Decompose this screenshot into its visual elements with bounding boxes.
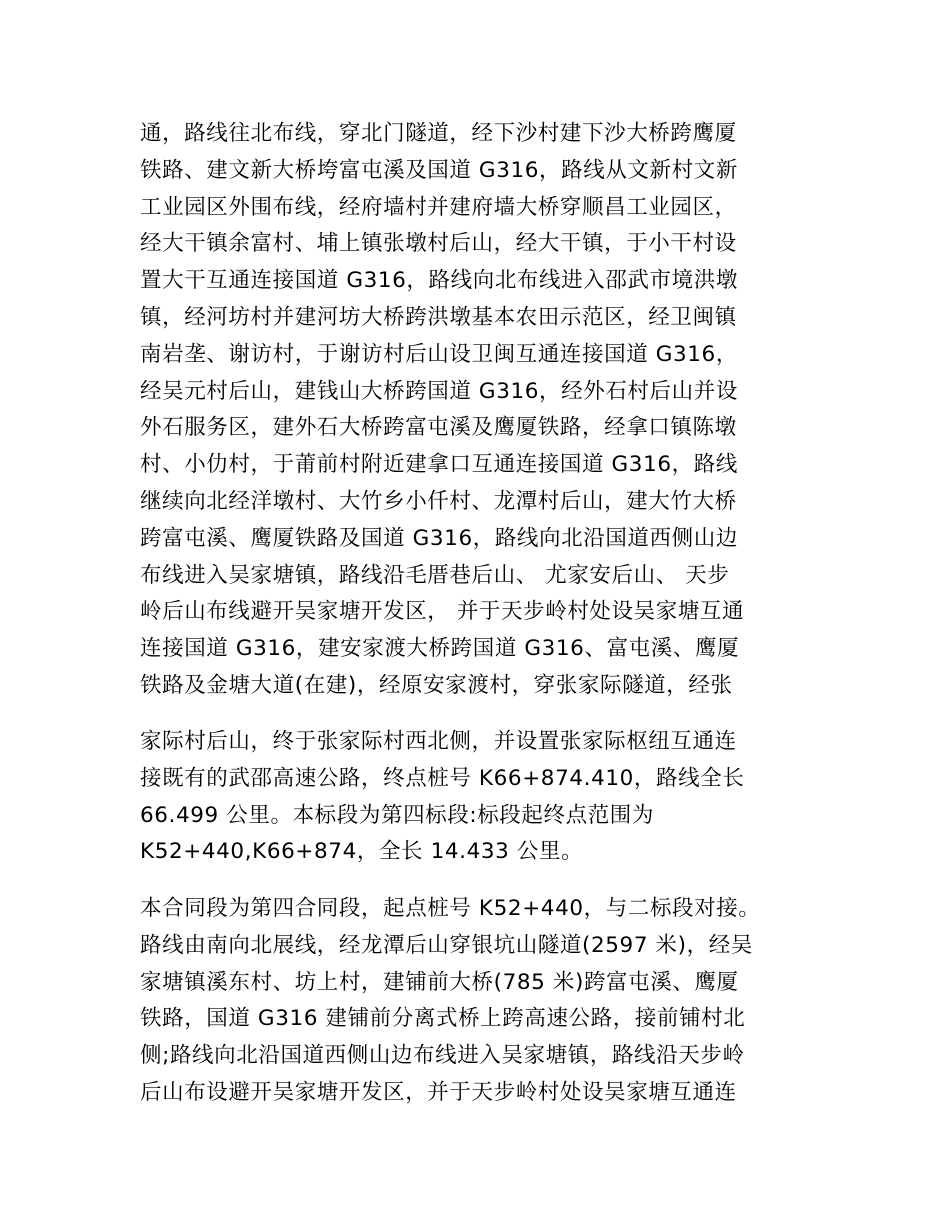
text-line: 布线进入吴家塘镇，路线沿毛厝巷后山、 尤家安后山、 天步 xyxy=(140,562,730,588)
text-line: 经大干镇余富村、埔上镇张墩村后山，经大干镇，于小干村设 xyxy=(140,231,737,257)
paragraph-route-end xyxy=(140,724,840,871)
text-line: K52+440,K66+874，全长 14.433 公里。 xyxy=(140,839,584,865)
text-line: 岭后山布线避开吴家塘开发区， 并于天步岭村处设吴家塘互通 xyxy=(140,599,745,625)
text-line: 66.499 公里。本标段为第四标段:标段起终点范围为 xyxy=(140,802,655,828)
paragraph-route-description xyxy=(140,116,840,705)
text-line: 铁路、建文新大桥垮富屯溪及国道 G316，路线从文新村文新 xyxy=(140,157,738,183)
text-line: 外石服务区，建外石大桥跨富屯溪及鹰厦铁路，经拿口镇陈墩 xyxy=(140,415,737,441)
text-line: 本合同段为第四合同段，起点桩号 K52+440，与二标段对接。 xyxy=(140,896,761,921)
paragraph-contract-section xyxy=(140,891,840,1112)
text-line: 后山布设避开吴家塘开发区，并于天步岭村处设吴家塘互通连 xyxy=(140,1079,737,1105)
text-line: 路线由南向北展线，经龙潭后山穿银坑山隧道(2597 米)，经吴 xyxy=(140,932,753,958)
text-line: 继续向北经洋墩村、大竹乡小仟村、龙潭村后山，建大竹大桥 xyxy=(140,488,737,514)
text-line: 置大干互通连接国道 G316，路线向北布线进入邵武市境洪墩 xyxy=(140,268,738,294)
text-line: 镇，经河坊村并建河坊大桥跨洪墩基本农田示范区，经卫闽镇 xyxy=(140,304,737,330)
text-line: 家塘镇溪东村、坊上村，建铺前大桥(785 米)跨富屯溪、鹰厦 xyxy=(140,969,739,995)
text-line: 接既有的武邵高速公路，终点桩号 K66+874.410，路线全长 xyxy=(140,765,745,791)
text-line: 南岩垄、谢访村，于谢访村后山设卫闽互通连接国道 G316， xyxy=(140,341,738,367)
text-line: 连接国道 G316，建安家渡大桥跨国道 G316、富屯溪、鹰厦 xyxy=(140,636,740,662)
text-line: 侧;路线向北沿国道西侧山边布线进入吴家塘镇，路线沿天步岭 xyxy=(140,1043,745,1069)
text-line: 村、小仂村，于莆前村附近建拿口互通连接国道 G316，路线 xyxy=(140,452,738,478)
text-line: 跨富屯溪、鹰厦铁路及国道 G316，路线向北沿国道西侧山边 xyxy=(140,525,738,551)
text-line: 通，路线往北布线，穿北门隧道，经下沙村建下沙大桥跨鹰厦 xyxy=(140,121,737,146)
text-line: 经吴元村后山，建钱山大桥跨国道 G316，经外石村后山并设 xyxy=(140,378,738,404)
text-line: 工业园区外围布线，经府墙村并建府墙大桥穿顺昌工业园区， xyxy=(140,194,737,220)
text-line: 家际村后山，终于张家际村西北侧，并设置张家际枢纽互通连 xyxy=(140,729,737,754)
text-line: 铁路，国道 G316 建铺前分离式桥上跨高速公路，接前铺村北 xyxy=(140,1006,746,1032)
text-line: 铁路及金塘大道(在建)，经原安家渡村，穿张家际隧道，经张 xyxy=(140,672,733,698)
